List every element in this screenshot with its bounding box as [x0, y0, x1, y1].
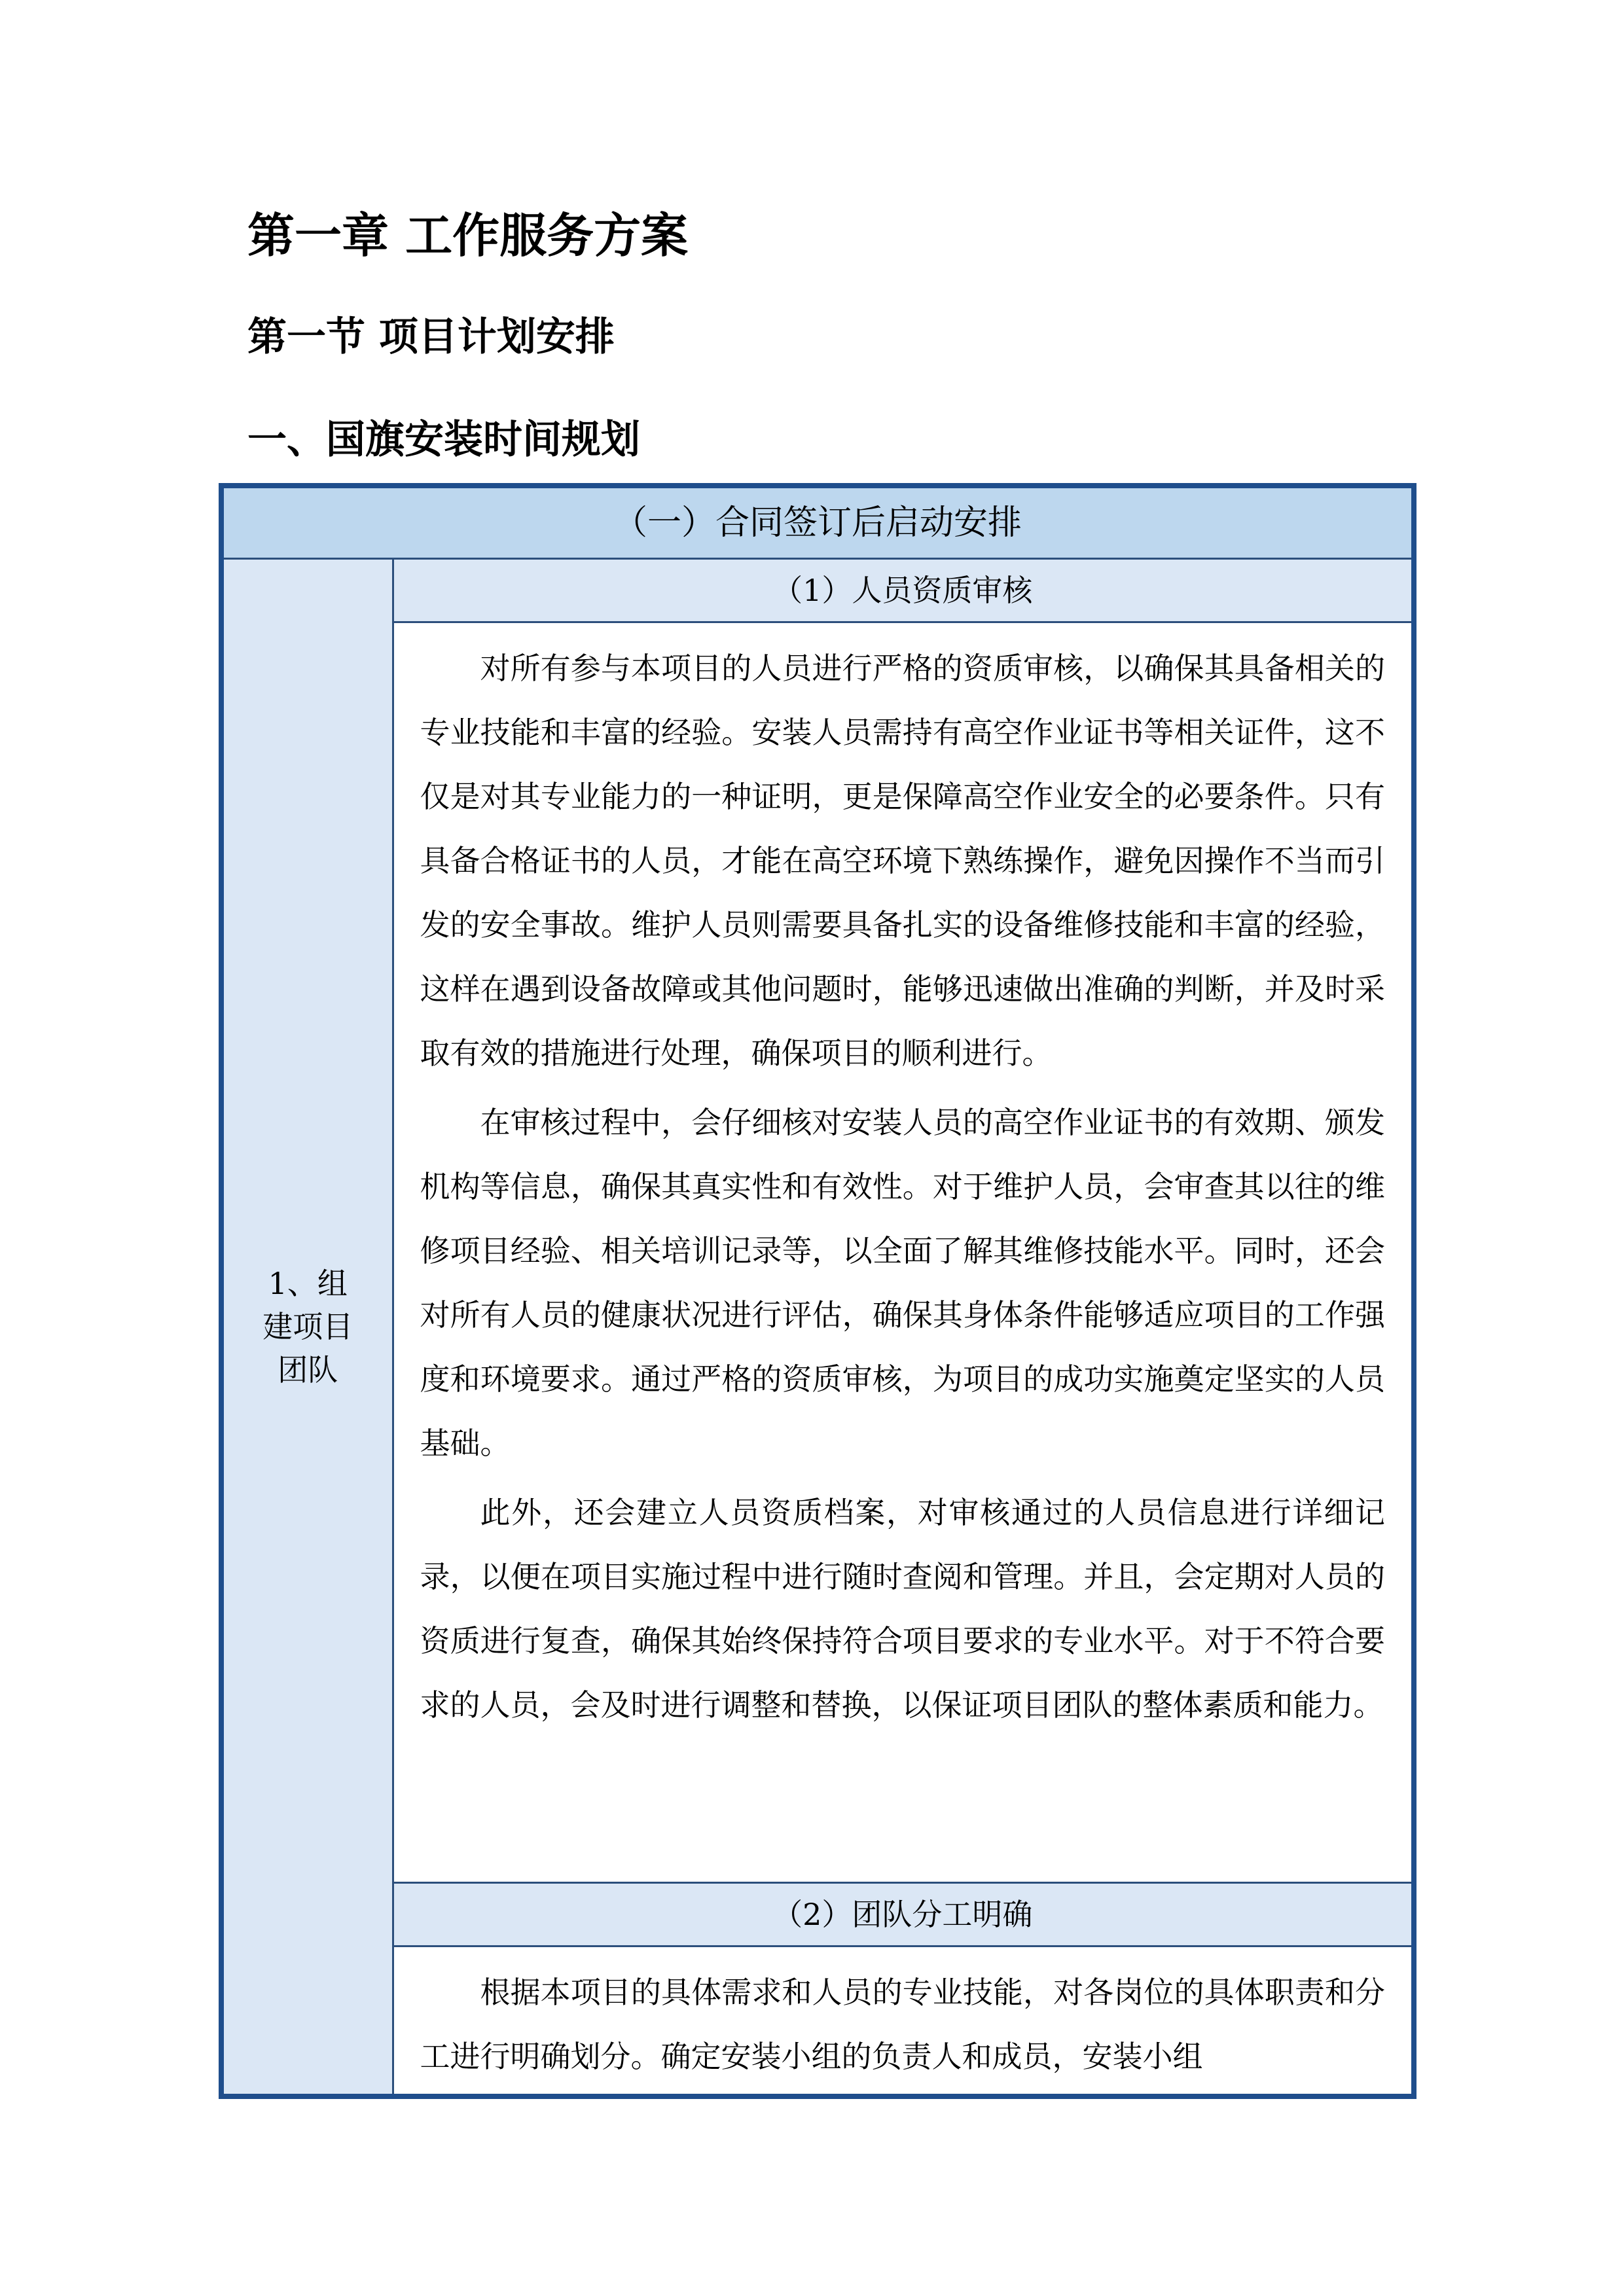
block-header-qualification: （1）人员资质审核: [393, 559, 1414, 622]
block-body-qualification: [393, 622, 1414, 1883]
team-label: 1、组建项目团队: [262, 1266, 353, 1388]
team-label-cell: [221, 559, 393, 2097]
table-title: （一）合同签订后启动安排: [221, 486, 1414, 559]
paragraph: 对所有参与本项目的人员进行严格的资质审核，以确保其具备相关的专业技能和丰富的经验。安装人员需持有高空作业证书等相关证件，这不仅是对其专业能力的一种证明，更是保障高空作业安全的必要条件。只有具备合格证书的人员，才能在高空环境下熟练操作，避免因操作不当而引发的安全事故。维护人员则需要具备扎实的设备维修技能和丰富的经验，这样在遇到设备故障或其他问题时，能够迅速做出准确的判断，并及时采取有效的措施进行处理，确保项目的顺利进行。: [420, 651, 1385, 1071]
block-header-division: （2）团队分工明确: [393, 1883, 1414, 1946]
chapter-title: 第一章 工作服务方案: [247, 208, 689, 263]
subsection-title: 一、国旗安装时间规划: [247, 417, 640, 463]
paragraph: 此外，还会建立人员资质档案，对审核通过的人员信息进行详细记录，以便在项目实施过程中进行随时查阅和管理。并且，会定期对人员的资质进行复查，确保其始终保持符合项目要求的专业水平。对于不符合要求的人员，会及时进行调整和替换，以保证项目团队的整体素质和能力。: [420, 1495, 1385, 1723]
paragraph: 在审核过程中，会仔细核对安装人员的高空作业证书的有效期、颁发机构等信息，确保其真实性和有效性。对于维护人员，会审查其以往的维修项目经验、相关培训记录等，以全面了解其维修技能水平。同时，还会对所有人员的健康状况进行评估，确保其身体条件能够适应项目的工作强度和环境要求。通过严格的资质审核，为项目的成功实施奠定坚实的人员基础。: [420, 1105, 1385, 1461]
paragraph: 根据本项目的具体需求和人员的专业技能，对各岗位的具体职责和分工进行明确划分。确定安装小组的负责人和成员，安装小组: [420, 1975, 1385, 2074]
section-title: 第一节 项目计划安排: [247, 314, 615, 360]
plan-table: [219, 483, 1416, 2099]
block-body-division: [393, 1946, 1414, 2097]
